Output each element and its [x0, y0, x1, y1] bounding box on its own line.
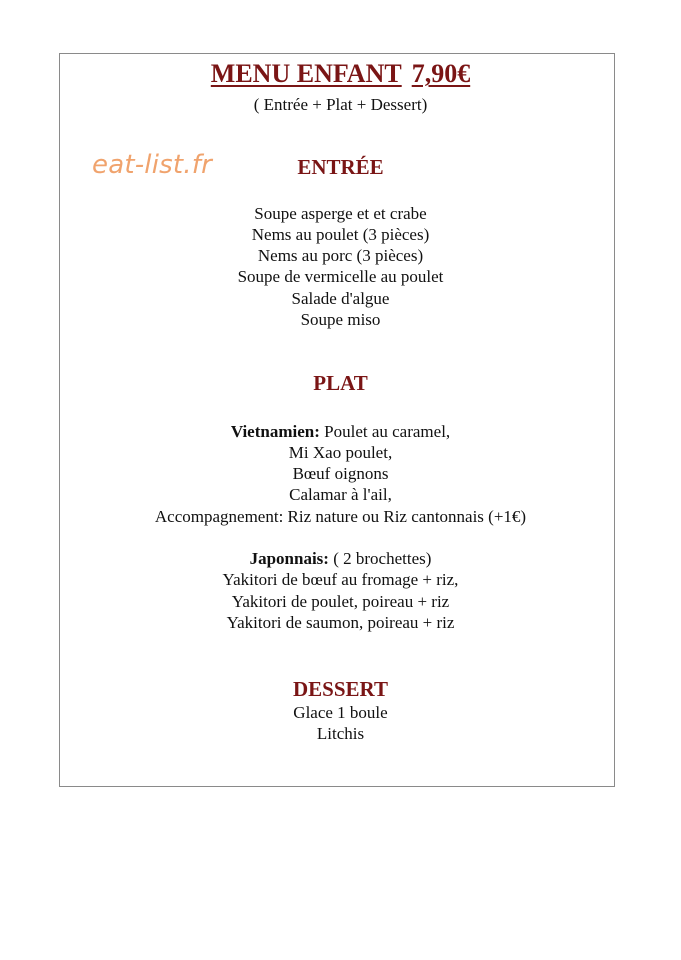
dessert-heading: DESSERT — [293, 677, 388, 701]
entree-item: Salade d'algue — [291, 289, 390, 308]
japonais-line — [0, 548, 681, 569]
vietnamien-item: Mi Xao poulet, — [288, 443, 393, 462]
vietnamien-item: Bœuf oignons — [292, 464, 389, 483]
watermark: eat-list.fr — [92, 150, 212, 180]
entree-item: Soupe miso — [300, 310, 381, 329]
japonais-item: Yakitori de saumon, poireau + riz — [226, 613, 455, 632]
menu-title-name: MENU ENFANT — [210, 59, 402, 88]
japonais-item: Yakitori de poulet, poireau + riz — [231, 592, 450, 611]
menu-title-price: 7,90€ — [411, 59, 471, 88]
entree-item: Soupe asperge et et crabe — [254, 204, 427, 223]
entree-item: Nems au poulet (3 pièces) — [251, 225, 430, 244]
vietnamien-first-item: Poulet au caramel, — [319, 422, 451, 441]
vietnamien-label: Vietnamien: — [230, 422, 320, 441]
dessert-item: Glace 1 boule — [293, 703, 388, 722]
entree-item: Soupe de vermicelle au poulet — [237, 267, 444, 286]
dessert-item: Litchis — [316, 724, 365, 743]
entree-heading: ENTRÉE — [297, 155, 384, 179]
vietnamien-accompaniment: Accompagnement: Riz nature ou Riz cantonnais (+1€) — [154, 507, 527, 526]
entree-item: Nems au porc (3 pièces) — [257, 246, 424, 265]
menu-subtitle: ( Entrée + Plat + Dessert) — [253, 95, 428, 114]
vietnamien-item: Calamar à l'ail, — [289, 485, 392, 504]
plat-heading: PLAT — [313, 371, 368, 395]
vietnamien-line — [0, 421, 681, 442]
menu-title — [0, 59, 681, 89]
japonais-item: Yakitori de bœuf au fromage + riz, — [222, 570, 459, 589]
japonais-note: ( 2 brochettes) — [328, 549, 432, 568]
japonais-label: Japonnais: — [249, 549, 329, 568]
